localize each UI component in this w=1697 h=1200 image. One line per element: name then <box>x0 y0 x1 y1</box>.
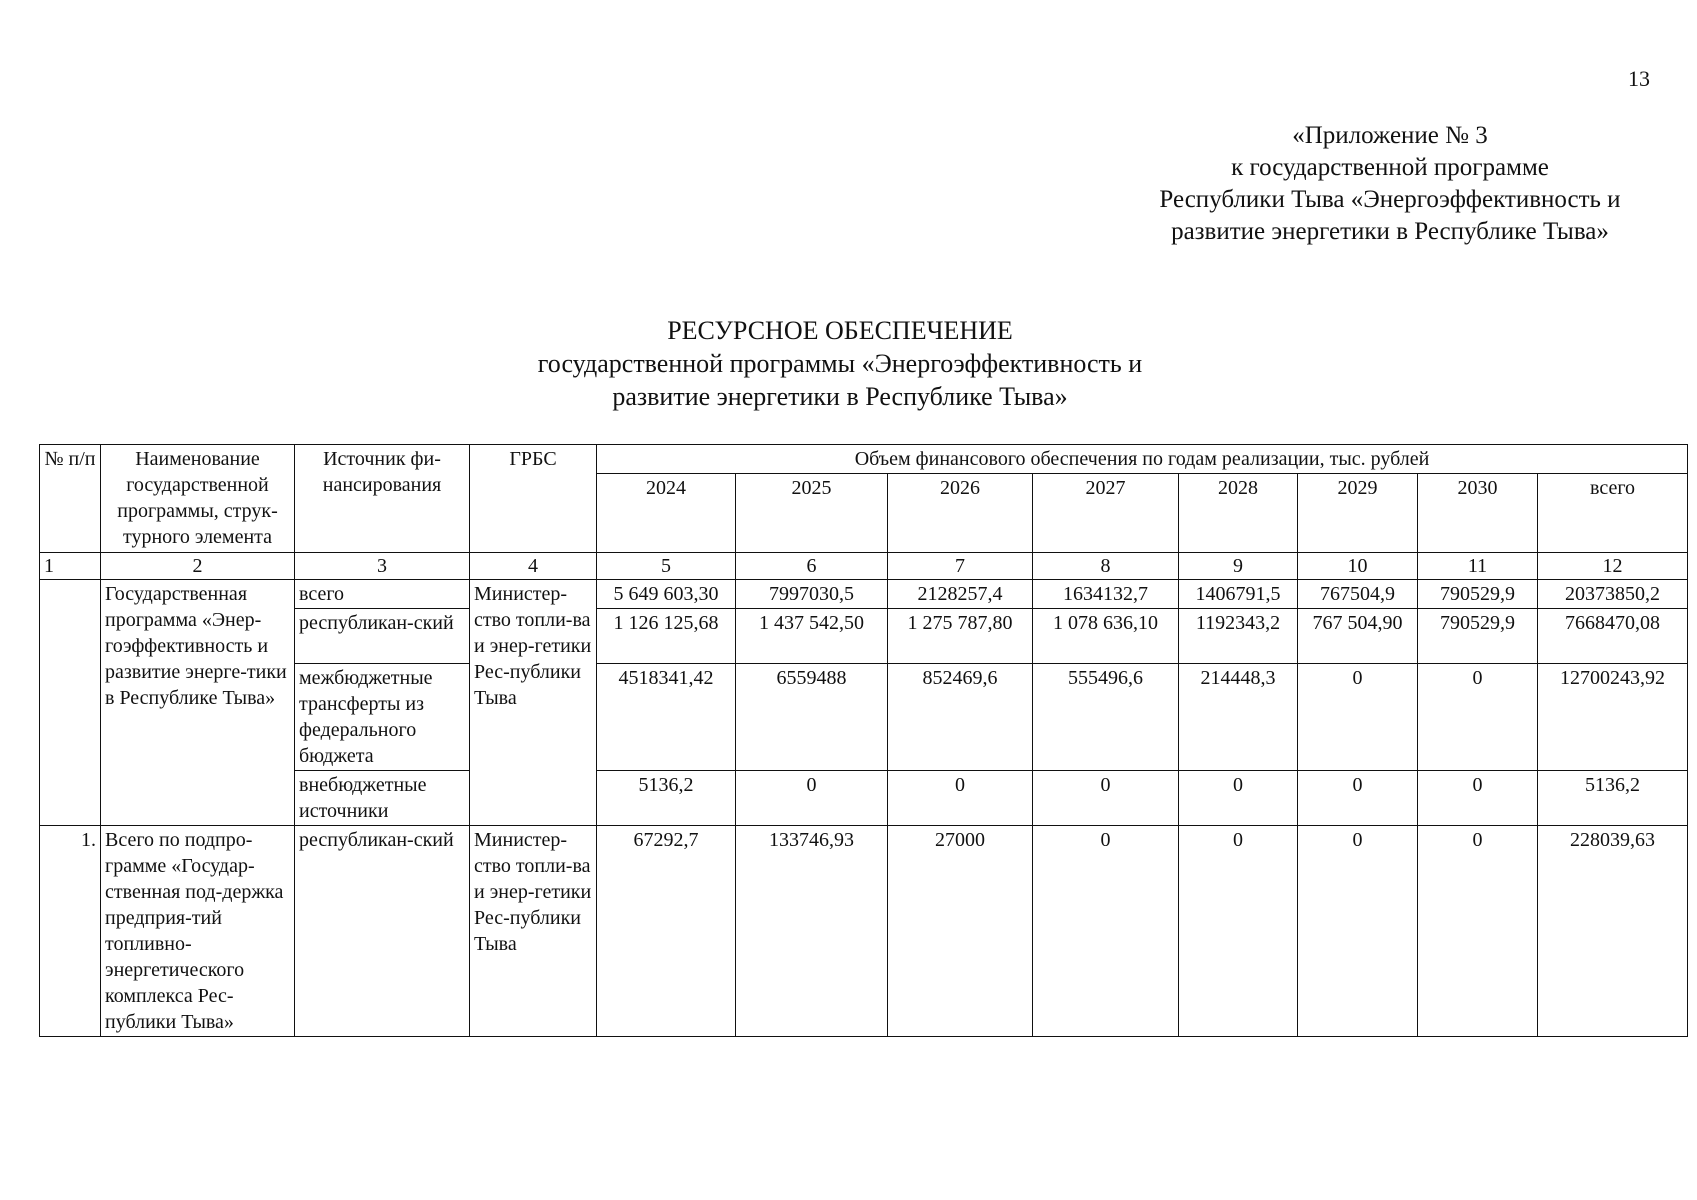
appendix-line: к государственной программе <box>1231 154 1549 181</box>
source-label: республикан-ский <box>295 609 470 664</box>
program-num-cell <box>40 580 101 826</box>
source-label: межбюджетные трансферты из федерального бюджета <box>295 664 470 771</box>
column-index: 5 <box>597 553 736 580</box>
value-cell: 133746,93 <box>736 826 888 1037</box>
value-cell: 1 078 636,10 <box>1033 609 1179 664</box>
title-line: государственной программы «Энергоэффективность и <box>537 349 1143 378</box>
column-index: 7 <box>888 553 1033 580</box>
value-cell: 0 <box>1033 771 1179 826</box>
column-index: 10 <box>1298 553 1418 580</box>
subprogram-grbs: Министер-ство топли-ва и энер-гетики Рес-публики Тыва <box>470 826 597 1037</box>
column-index: 4 <box>470 553 597 580</box>
value-cell: 0 <box>1418 771 1538 826</box>
header-grbs: ГРБС <box>470 445 597 553</box>
value-cell: 852469,6 <box>888 664 1033 771</box>
value-cell: 790529,9 <box>1418 609 1538 664</box>
value-cell: 0 <box>1418 664 1538 771</box>
table-row <box>40 580 1688 609</box>
value-cell: 5 649 603,30 <box>597 580 736 609</box>
header-name: Наименование государственной программы, струк-турного элемента <box>101 445 295 553</box>
value-cell: 0 <box>1298 826 1418 1037</box>
program-name: Государственная программа «Энер-гоэффективность и развитие энерге-тики в Республике Тыва» <box>101 580 295 826</box>
value-cell: 0 <box>736 771 888 826</box>
value-cell: 767504,9 <box>1298 580 1418 609</box>
value-cell: 27000 <box>888 826 1033 1037</box>
header-year: 2029 <box>1298 474 1418 553</box>
value-cell: 1406791,5 <box>1179 580 1298 609</box>
value-cell: 67292,7 <box>597 826 736 1037</box>
column-index: 8 <box>1033 553 1179 580</box>
header-source: Источник фи-нансирования <box>295 445 470 553</box>
column-index: 11 <box>1418 553 1538 580</box>
value-cell: 0 <box>1179 771 1298 826</box>
value-cell: 1634132,7 <box>1033 580 1179 609</box>
column-index: 2 <box>101 553 295 580</box>
column-index: 3 <box>295 553 470 580</box>
value-cell-total: 20373850,2 <box>1538 580 1688 609</box>
column-index: 9 <box>1179 553 1298 580</box>
header-year: 2030 <box>1418 474 1538 553</box>
header-year: 2028 <box>1179 474 1298 553</box>
header-num: № п/п <box>40 445 101 553</box>
header-year-total: всего <box>1538 474 1688 553</box>
value-cell: 4518341,42 <box>597 664 736 771</box>
value-cell: 1 437 542,50 <box>736 609 888 664</box>
title-line: РЕСУРСНОЕ ОБЕСПЕЧЕНИЕ <box>667 316 1013 345</box>
resource-table <box>39 444 1688 1037</box>
column-index: 1 <box>40 553 101 580</box>
value-cell: 0 <box>1033 826 1179 1037</box>
value-cell: 1192343,2 <box>1179 609 1298 664</box>
value-cell: 0 <box>1418 826 1538 1037</box>
table-row <box>40 826 1688 1037</box>
header-year: 2025 <box>736 474 888 553</box>
appendix-line: Республики Тыва «Энергоэффективность и <box>1159 186 1621 213</box>
header-year: 2027 <box>1033 474 1179 553</box>
value-cell: 790529,9 <box>1418 580 1538 609</box>
source-label: республикан-ский <box>295 826 470 1037</box>
appendix-note <box>1110 120 1670 248</box>
program-grbs: Министер-ство топли-ва и энер-гетики Рес-публики Тыва <box>470 580 597 826</box>
title-line: развитие энергетики в Республике Тыва» <box>612 382 1068 411</box>
value-cell: 0 <box>1179 826 1298 1037</box>
appendix-line: «Приложение № 3 <box>1292 122 1488 149</box>
value-cell-total: 5136,2 <box>1538 771 1688 826</box>
value-cell: 0 <box>1298 664 1418 771</box>
subprogram-num: 1. <box>40 826 101 1037</box>
header-row <box>40 445 1688 474</box>
header-volume: Объем финансового обеспечения по годам реализации, тыс. рублей <box>597 445 1688 474</box>
value-cell-total: 228039,63 <box>1538 826 1688 1037</box>
value-cell: 0 <box>1298 771 1418 826</box>
column-index-row <box>40 553 1688 580</box>
value-cell: 1 126 125,68 <box>597 609 736 664</box>
subprogram-name: Всего по подпро-грамме «Государ-ственная под-держка предприя-тий топливно-энергетического комплекса Рес-публики Тыва» <box>101 826 295 1037</box>
source-label: всего <box>295 580 470 609</box>
value-cell-total: 7668470,08 <box>1538 609 1688 664</box>
appendix-line: развитие энергетики в Республике Тыва» <box>1171 218 1609 245</box>
value-cell: 767 504,90 <box>1298 609 1418 664</box>
value-cell: 2128257,4 <box>888 580 1033 609</box>
header-year: 2024 <box>597 474 736 553</box>
source-label: внебюджетные источники <box>295 771 470 826</box>
value-cell: 7997030,5 <box>736 580 888 609</box>
header-year: 2026 <box>888 474 1033 553</box>
column-index: 6 <box>736 553 888 580</box>
value-cell: 214448,3 <box>1179 664 1298 771</box>
value-cell: 0 <box>888 771 1033 826</box>
page-number: 13 <box>1628 66 1650 91</box>
document-title <box>440 314 1240 413</box>
value-cell: 5136,2 <box>597 771 736 826</box>
value-cell-total: 12700243,92 <box>1538 664 1688 771</box>
value-cell: 555496,6 <box>1033 664 1179 771</box>
value-cell: 6559488 <box>736 664 888 771</box>
value-cell: 1 275 787,80 <box>888 609 1033 664</box>
column-index: 12 <box>1538 553 1688 580</box>
